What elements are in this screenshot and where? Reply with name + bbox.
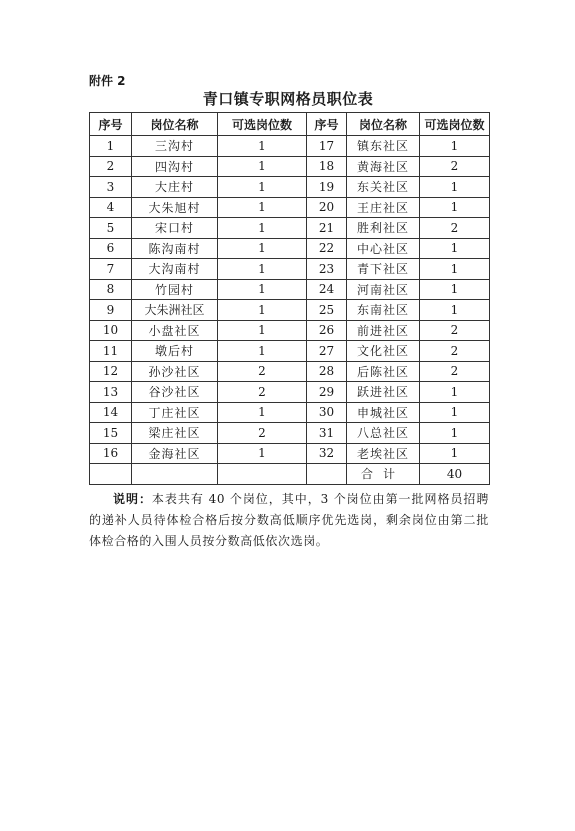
table-row: [90, 218, 490, 239]
position-name-left: 宋口村: [132, 218, 218, 239]
positions-table: [89, 112, 490, 485]
position-count-right: 2: [420, 361, 490, 382]
table-row: [90, 361, 490, 382]
table-header-row: [90, 113, 490, 136]
position-name-left: 梁庄社区: [132, 423, 218, 444]
document-title: 青口镇专职网格员职位表: [202, 90, 374, 108]
header-count-right: 可选岗位数: [420, 113, 490, 136]
table-row: [90, 136, 490, 157]
position-count-right: 1: [420, 443, 490, 464]
seq-right: 32: [307, 443, 347, 464]
position-count-right: 1: [420, 177, 490, 198]
position-name-right: 文化社区: [347, 341, 420, 362]
position-name-right: 镇东社区: [347, 136, 420, 157]
position-count-right: 1: [420, 238, 490, 259]
position-count-left: 1: [218, 402, 307, 423]
position-name-left: 墩后村: [132, 341, 218, 362]
position-name-left: 竹园村: [132, 279, 218, 300]
seq-left: 3: [90, 177, 132, 198]
position-name-right: 中心社区: [347, 238, 420, 259]
position-name-right: 王庄社区: [347, 197, 420, 218]
seq-left: 13: [90, 382, 132, 403]
note-text: 本表共有 40 个岗位，其中，3 个岗位由第一批网格员招聘的递补人员待体检合格后按分数高低顺序优先选岗，剩余岗位由第二批体检合格的入围人员按分数高低依次选岗。: [89, 492, 489, 548]
header-count-left: 可选岗位数: [218, 113, 307, 136]
table-row: [90, 156, 490, 177]
position-name-left: 金海社区: [132, 443, 218, 464]
position-name-left: 大朱旭村: [132, 197, 218, 218]
empty-cell: [90, 464, 132, 485]
position-count-left: 2: [218, 382, 307, 403]
position-name-left: 四沟村: [132, 156, 218, 177]
position-count-left: 1: [218, 177, 307, 198]
position-count-right: 1: [420, 279, 490, 300]
seq-right: 24: [307, 279, 347, 300]
empty-cell: [218, 464, 307, 485]
position-count-left: 1: [218, 279, 307, 300]
table-row: [90, 259, 490, 280]
table-row: [90, 177, 490, 198]
seq-right: 26: [307, 320, 347, 341]
total-label: 合计: [347, 464, 420, 485]
position-count-right: 1: [420, 136, 490, 157]
table-row: [90, 197, 490, 218]
position-count-right: 2: [420, 218, 490, 239]
seq-left: 14: [90, 402, 132, 423]
position-count-right: 2: [420, 156, 490, 177]
position-name-right: 申城社区: [347, 402, 420, 423]
empty-cell: [132, 464, 218, 485]
position-count-right: 1: [420, 382, 490, 403]
seq-right: 28: [307, 361, 347, 382]
empty-cell: [307, 464, 347, 485]
seq-right: 17: [307, 136, 347, 157]
position-count-right: 2: [420, 320, 490, 341]
position-count-left: 1: [218, 341, 307, 362]
seq-left: 11: [90, 341, 132, 362]
position-name-right: 黄海社区: [347, 156, 420, 177]
position-name-left: 小盘社区: [132, 320, 218, 341]
position-name-right: 东南社区: [347, 300, 420, 321]
position-name-right: 后陈社区: [347, 361, 420, 382]
seq-right: 27: [307, 341, 347, 362]
header-position-left: 岗位名称: [132, 113, 218, 136]
position-name-left: 大庄村: [132, 177, 218, 198]
position-count-left: 2: [218, 423, 307, 444]
position-count-left: 1: [218, 197, 307, 218]
position-name-right: 胜利社区: [347, 218, 420, 239]
position-name-left: 大沟南村: [132, 259, 218, 280]
position-name-left: 谷沙社区: [132, 382, 218, 403]
seq-right: 30: [307, 402, 347, 423]
attachment-label: 附件 2: [89, 74, 126, 88]
seq-left: 9: [90, 300, 132, 321]
note-label: 说明：: [113, 492, 152, 506]
table-row: [90, 238, 490, 259]
seq-right: 31: [307, 423, 347, 444]
position-name-left: 陈沟南村: [132, 238, 218, 259]
position-count-right: 1: [420, 300, 490, 321]
table-row: [90, 300, 490, 321]
seq-left: 15: [90, 423, 132, 444]
position-count-left: 1: [218, 238, 307, 259]
header-seq-right: 序号: [307, 113, 347, 136]
header-position-right: 岗位名称: [347, 113, 420, 136]
position-count-right: 1: [420, 423, 490, 444]
position-count-left: 1: [218, 136, 307, 157]
table-row: [90, 402, 490, 423]
position-count-left: 1: [218, 320, 307, 341]
seq-right: 29: [307, 382, 347, 403]
position-name-right: 河南社区: [347, 279, 420, 300]
position-name-right: 八总社区: [347, 423, 420, 444]
header-seq-left: 序号: [90, 113, 132, 136]
seq-left: 8: [90, 279, 132, 300]
position-name-right: 东关社区: [347, 177, 420, 198]
position-name-right: 青下社区: [347, 259, 420, 280]
seq-left: 7: [90, 259, 132, 280]
position-count-right: 1: [420, 259, 490, 280]
table-row: [90, 382, 490, 403]
seq-left: 12: [90, 361, 132, 382]
seq-right: 25: [307, 300, 347, 321]
position-count-left: 1: [218, 300, 307, 321]
position-count-left: 1: [218, 259, 307, 280]
explanation-note: [89, 489, 489, 552]
seq-right: 23: [307, 259, 347, 280]
position-count-left: 2: [218, 361, 307, 382]
table-row: [90, 341, 490, 362]
position-count-right: 1: [420, 402, 490, 423]
table-row: [90, 279, 490, 300]
position-count-right: 1: [420, 197, 490, 218]
seq-left: 5: [90, 218, 132, 239]
seq-right: 20: [307, 197, 347, 218]
total-value: 40: [420, 464, 490, 485]
position-name-right: 跃进社区: [347, 382, 420, 403]
seq-left: 6: [90, 238, 132, 259]
seq-left: 1: [90, 136, 132, 157]
position-name-right: 老埃社区: [347, 443, 420, 464]
position-name-left: 大朱洲社区: [132, 300, 218, 321]
position-name-left: 孙沙社区: [132, 361, 218, 382]
position-count-left: 1: [218, 156, 307, 177]
position-name-right: 前进社区: [347, 320, 420, 341]
position-count-left: 1: [218, 218, 307, 239]
seq-right: 18: [307, 156, 347, 177]
table-row: [90, 320, 490, 341]
seq-left: 2: [90, 156, 132, 177]
seq-left: 4: [90, 197, 132, 218]
table-total-row: [90, 464, 490, 485]
position-name-left: 丁庄社区: [132, 402, 218, 423]
seq-right: 21: [307, 218, 347, 239]
seq-right: 19: [307, 177, 347, 198]
position-count-right: 2: [420, 341, 490, 362]
seq-left: 10: [90, 320, 132, 341]
position-count-left: 1: [218, 443, 307, 464]
table-row: [90, 443, 490, 464]
table-row: [90, 423, 490, 444]
position-name-left: 三沟村: [132, 136, 218, 157]
seq-left: 16: [90, 443, 132, 464]
seq-right: 22: [307, 238, 347, 259]
